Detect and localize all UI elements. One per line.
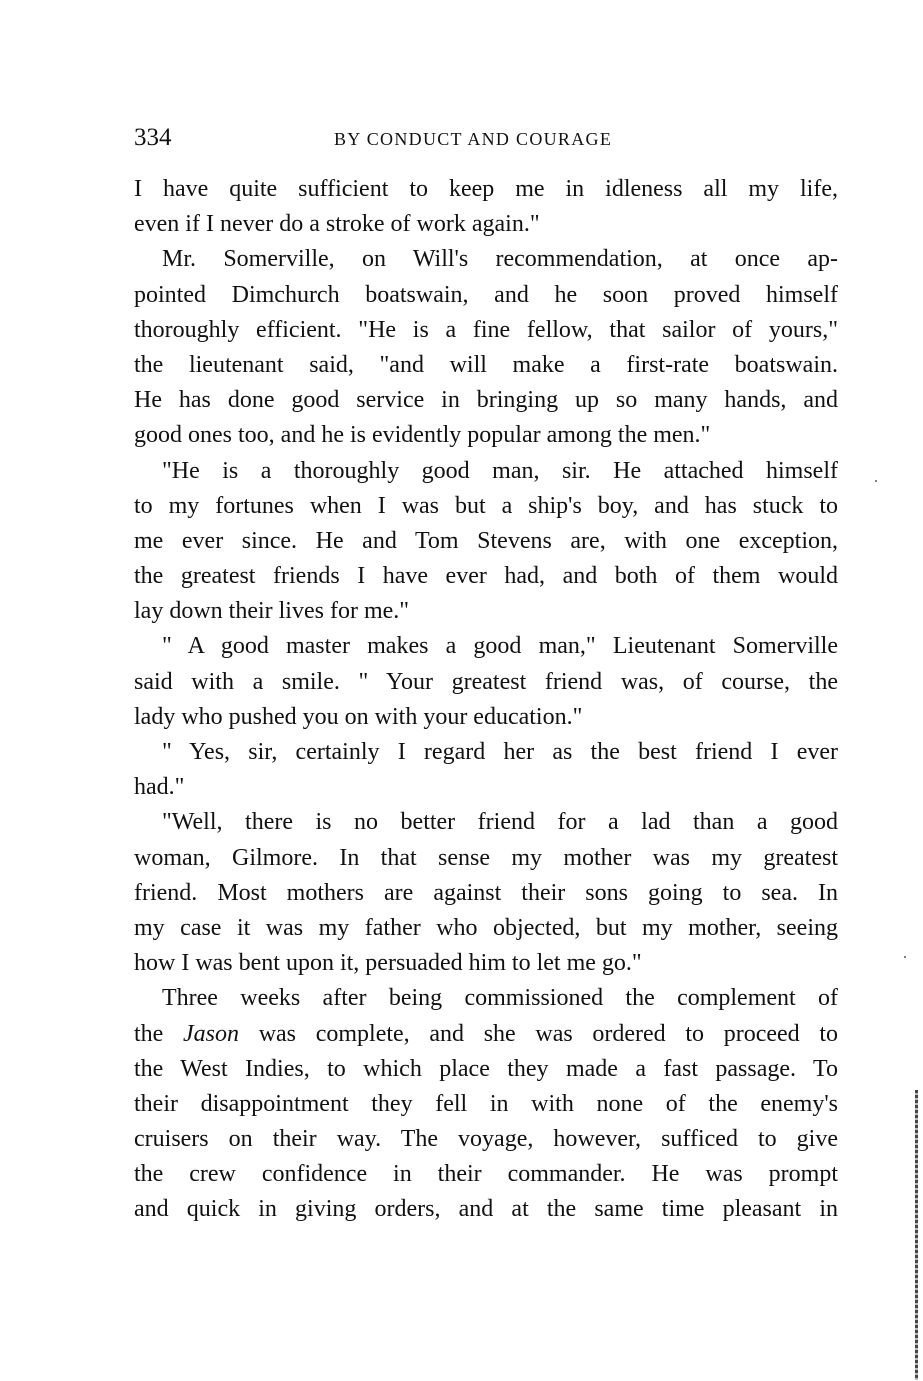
running-title: BY CONDUCT AND COURAGE [334,129,613,149]
text-line: " A good master makes a good man," Lieutenant Somerville [162,633,838,660]
text-line: good ones too, and he is evidently popular among the men." [134,422,711,449]
text-line: I have quite sufficient to keep me in idleness all my life, [134,176,838,202]
text-line: " Yes, sir, certainly I regard her as the best friend I ever [162,739,838,765]
scan-speck [904,956,906,958]
text-line: the crew confidence in their commander. He was prompt [134,1161,838,1188]
text-segment: the [134,1020,184,1047]
text-line: the West Indies, to which place they made a fast passage. To [134,1055,838,1082]
text-line: the greatest friends I have ever had, and both of them would [134,563,838,590]
text-line: "He is a thoroughly good man, sir. He attached himself [162,457,838,484]
page-header [134,124,839,158]
text-line: Three weeks after being commissioned the complement of [162,985,838,1012]
page-edge-scan-artifact [915,1090,918,1380]
text-line: how I was bent upon it, persuaded him to let me go." [134,950,642,977]
text-line: had." [134,774,185,801]
text-line: and quick in giving orders, and at the same time pleasant in [134,1196,838,1223]
text-line: pointed Dimchurch boatswain, and he soon proved himself [134,281,838,308]
text-line: He has done good service in bringing up so many hands, and [134,387,838,414]
scan-speck [875,480,877,482]
text-line: said with a smile. " Your greatest friend was, of course, the [134,668,838,695]
text-line: friend. Most mothers are against their sons going to sea. In [134,879,838,906]
body-text [134,172,838,1228]
text-line: even if I never do a stroke of work again." [134,211,540,238]
text-line: to my fortunes when I was but a ship's boy, and has stuck to [134,492,838,519]
text-line: woman, Gilmore. In that sense my mother was my greatest [134,844,838,871]
text-line: cruisers on their way. The voyage, however, sufficed to give [134,1126,838,1153]
ship-name-italic: Jason [183,1020,240,1047]
text-line: the lieutenant said, "and will make a first-rate boatswain. [134,351,838,378]
text-line [134,1017,838,1052]
page-number: 334 [134,124,172,151]
text-line: lay down their lives for me." [134,598,410,625]
text-line: thoroughly efficient. "He is a fine fellow, that sailor of yours," [134,316,838,343]
text-line: lady who pushed you on with your education." [134,703,583,730]
text-line: "Well, there is no better friend for a lad than a good [162,809,838,836]
text-line: me ever since. He and Tom Stevens are, with one exception, [134,527,838,554]
text-line: their disappointment they fell in with none of the enemy's [134,1090,838,1117]
text-line: my case it was my father who objected, but my mother, seeing [134,914,838,941]
text-line: Mr. Somerville, on Will's recommendation, at once ap- [162,246,838,273]
text-segment: was complete, and she was ordered to proceed to [239,1020,839,1047]
